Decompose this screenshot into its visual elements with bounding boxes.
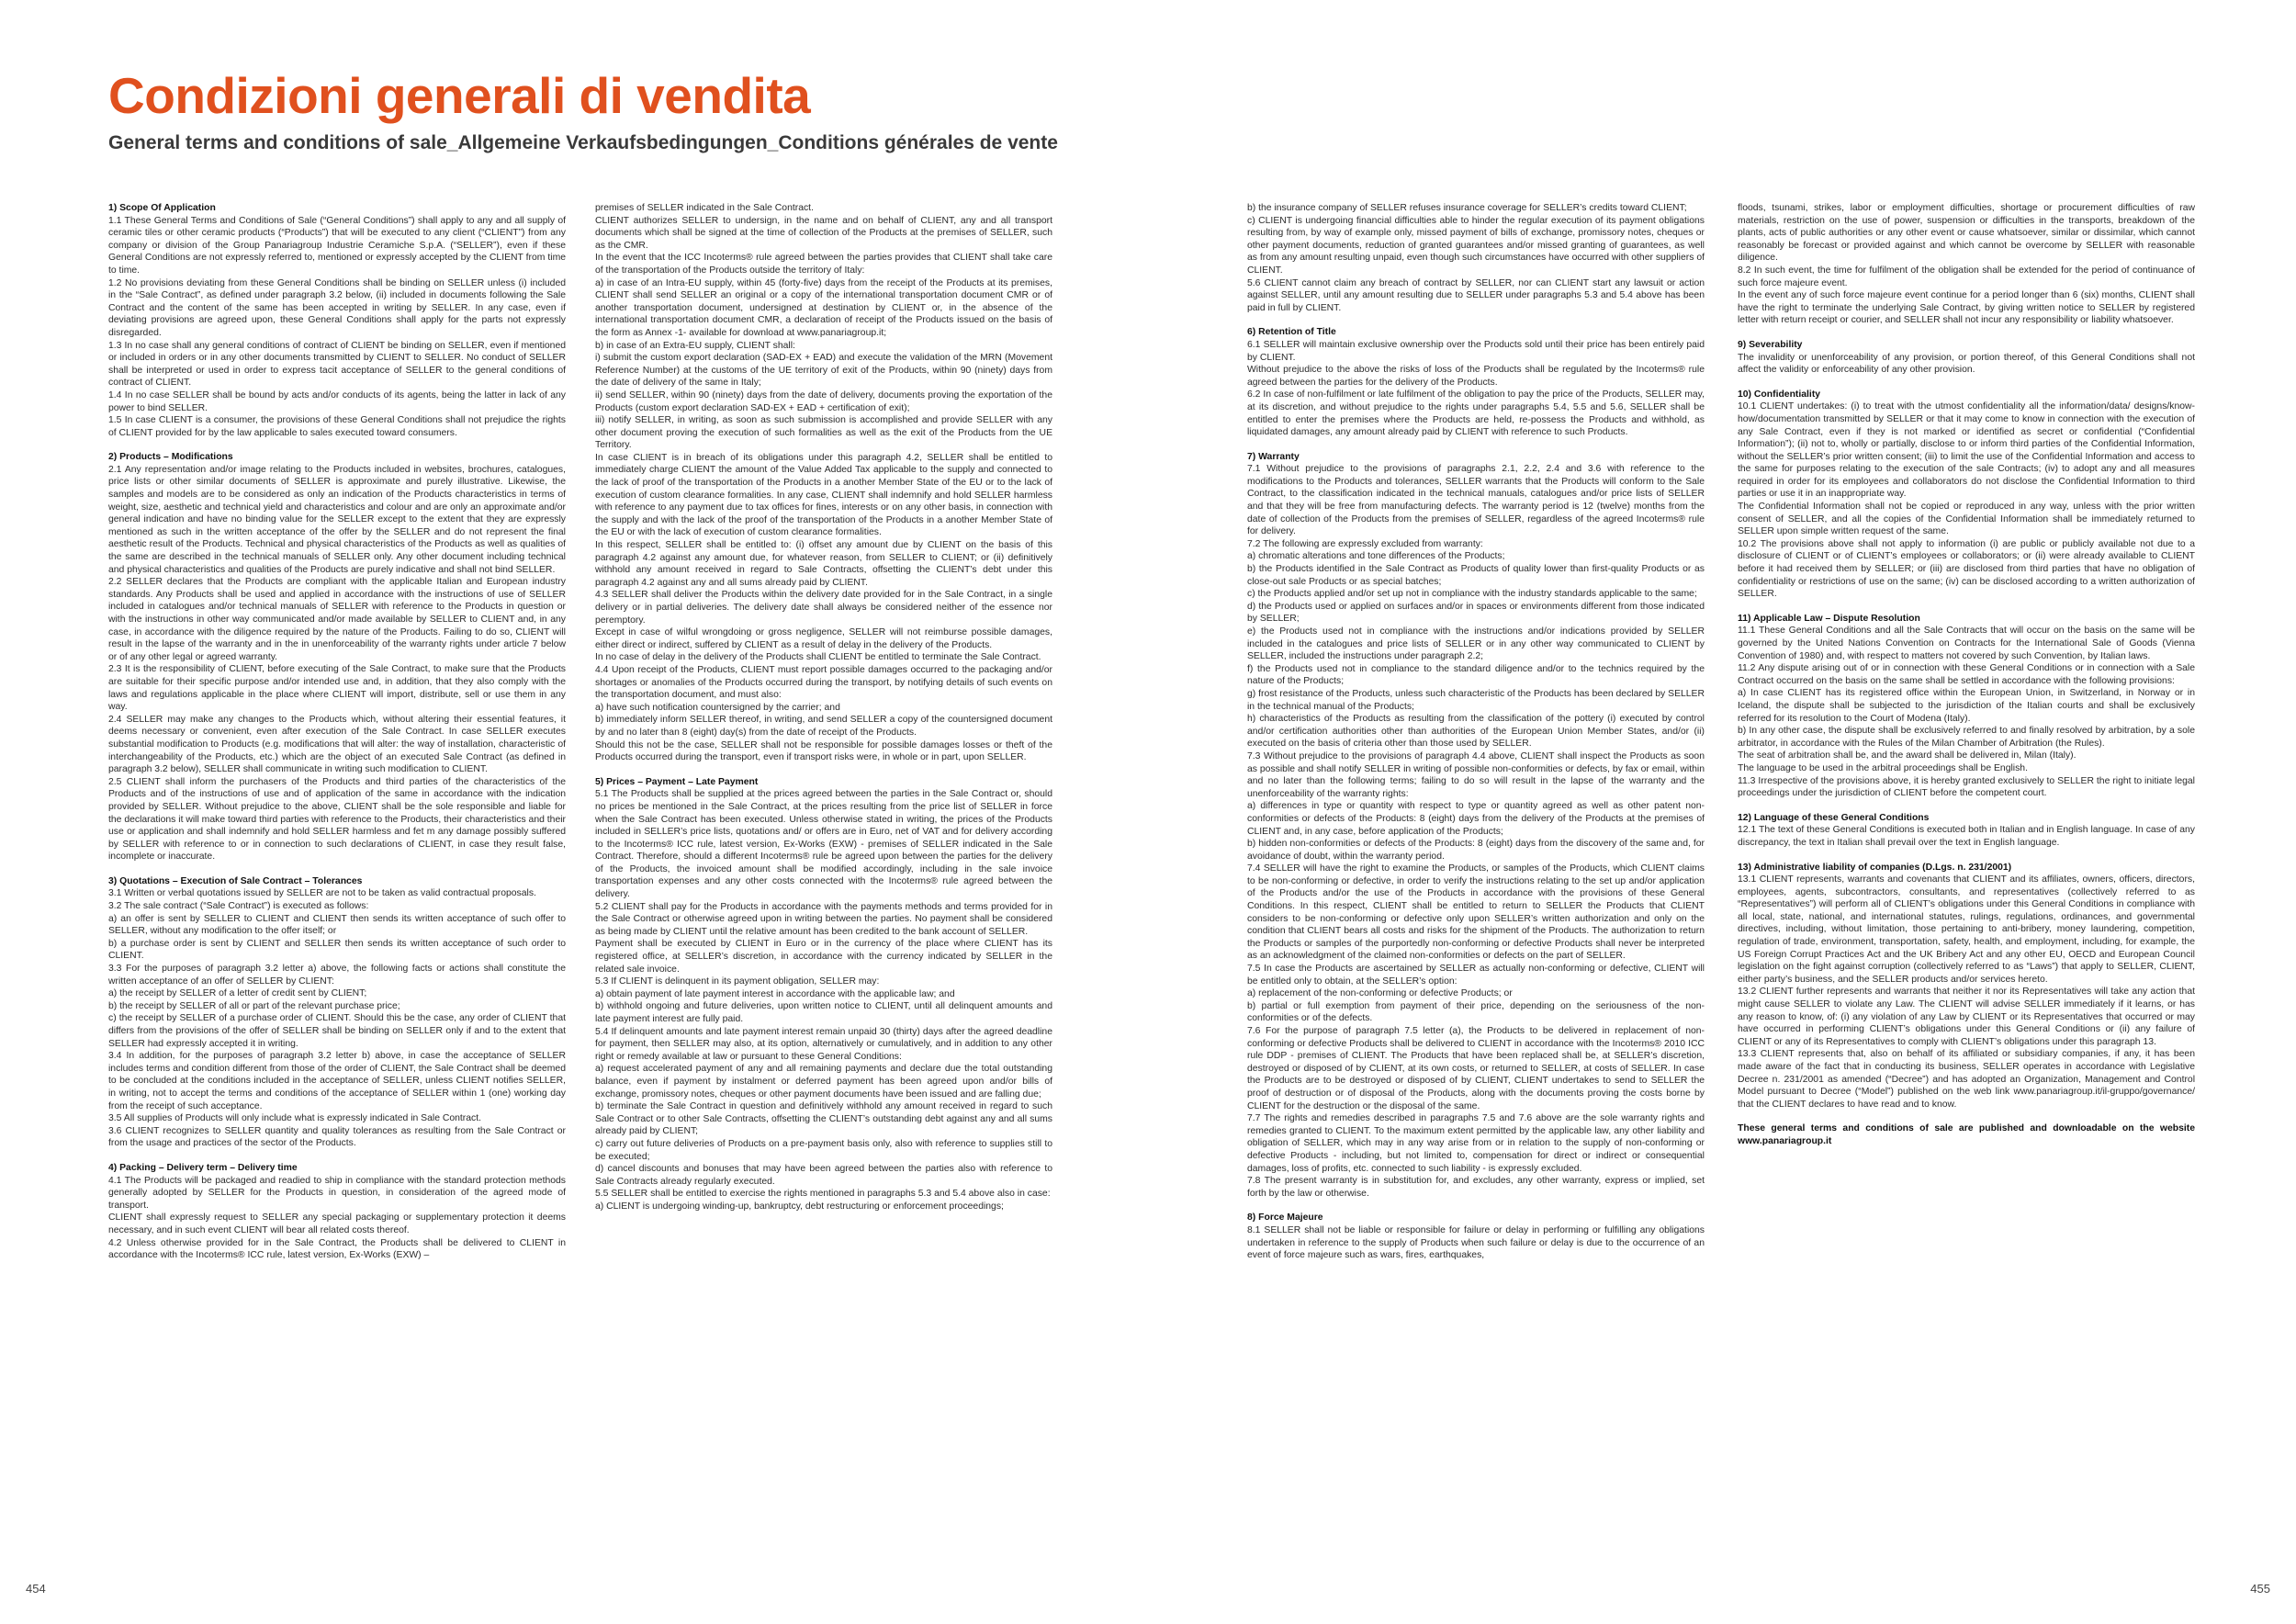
paragraph: 11.2 Any dispute arising out of or in connection with these General Conditions or in connection with a Sale Contract occurred on the basis on the same shall be settled in accordance with the following provisions: (1738, 663, 2195, 686)
paragraph: 10.1 CLIENT undertakes: (i) to treat with the utmost confidentiality all the information/data/ designs/know-how/documentation transmitted by SELLER or that it may come to know in connection with the execution of any Sale Contract, even if they is not marked or identified as secret or confidential (“Confidential Information”); (ii) not to, wholly or partially, disclose to or inform third parties of the Confidential Information, without the SELLER’s prior written consent; (iii) to limit the use of the Confidential Information and access to the same for purposes relating to the execution of the sale Contracts; (iv) to adopt any and all measures required in order for its employees and collaborators do not disclose the Confidential Information to third parties or use it in an inappropriate way. (1738, 401, 2195, 500)
paragraph: a) chromatic alterations and tone differences of the Products; (1247, 551, 1505, 562)
paragraph: 8.1 SELLER shall not be liable or responsible for failure or delay in performing or fulfilling any obligations undertaken in reference to the supply of Products when such failure or delay is due to the occurrence of an event of force majeure such as wars, fires, earthquakes, (1247, 1224, 1705, 1261)
paragraph: iii) notify SELLER, in writing, as soon as such submission is accomplished and provide SELLER with any other document proving the execution of such formalities as well as the exit of the Products from the UE Territory. (595, 415, 1052, 451)
paragraph: The Confidential Information shall not be copied or reproduced in any way, unless with the prior written consent of SELLER, and all the copies of the Confidential Information shall be immediately returned to SELLER upon simple written request of the same. (1738, 502, 2195, 537)
paragraph: Except in case of wilful wrongdoing or gross negligence, SELLER will not reimburse possible damages, either direct or indirect, suffered by CLIENT as a result of delay in the delivery of the Products. (595, 627, 1052, 650)
paragraph: 13.2 CLIENT further represents and warrants that neither it nor its Representatives will take any action that might cause SELLER to violate any Law. The CLIENT will advise SELLER immediately if it learns, or has any reason to know, of: (i) any violation of any Law by CLIENT or its Representatives that occurred or may have occurred in performing CLIENT’s obligations under this General Conditions or (ii) any failure of CLIENT or any of its Representatives to comply with CLIENT’s obligations under this paragraph 13. (1738, 987, 2195, 1047)
paragraph: a) In case CLIENT has its registered office within the European Union, in Switzerland, in Norway or in Iceland, the dispute shall be subjected to the jurisdiction of the Italian courts and shall be exclusively referred for its resolution to the Court of Modena (Italy). (1738, 688, 2195, 724)
paragraph: premises of SELLER indicated in the Sale Contract. (595, 203, 814, 213)
paragraph: a) replacement of the non-conforming or defective Products; or (1247, 988, 1513, 999)
paragraph: 7.5 In case the Products are ascertained by SELLER as actually non-conforming or defective, CLIENT will be entitled only to obtain, at the SELLER’s option: (1247, 964, 1705, 987)
section-heading: 7) Warranty (1247, 451, 1300, 462)
section-heading: 2) Products – Modifications (108, 452, 233, 463)
paragraph: d) the Products used or applied on surfaces and/or in spaces or environments different from those indicated by SELLER; (1247, 601, 1705, 625)
section-heading: 6) Retention of Title (1247, 327, 1336, 338)
paragraph: c) the receipt by SELLER of a purchase order of CLIENT. Should this be the case, any order of CLIENT that differs from the provisions of the offer of SELLER shall be binding on SELLER only if and to the extent that SELLER had expressly accepted it in writing. (108, 1013, 566, 1049)
paragraph: 7.2 The following are expressly excluded from warranty: (1247, 538, 1483, 549)
paragraph: a) CLIENT is undergoing winding-up, bankruptcy, debt restructuring or enforcement proceedings; (595, 1201, 1004, 1212)
paragraph: 6.2 In case of non-fulfilment or late fulfilment of the obligation to pay the price of the Products, SELLER may, at its discretion, and without prejudice to the rights under paragraphs 5.4, 5.5 and 5.6, SELLER shall be entitled to enter the premises where the Products are held, re-possess the Products and withhold, as liquidated damages, any amount already paid by CLIENT with reference to such Products. (1247, 389, 1705, 438)
paragraph: In the event that the ICC Incoterms® rule agreed between the parties provides that CLIENT shall take care of the transportation of the Products outside the territory of Italy: (595, 253, 1052, 276)
paragraph: 8.2 In such event, the time for fulfilment of the obligation shall be extended for the period of continuance of such force majeure event. (1738, 265, 2195, 288)
paragraph: Payment shall be executed by CLIENT in Euro or in the currency of the place where CLIENT has its registered office, at SELLER’s discretion, in accordance with the currency indicated by SELLER in the related sale invoice. (595, 939, 1052, 975)
paragraph: 5.1 The Products shall be supplied at the prices agreed between the parties in the Sale Contract or, should no prices be mentioned in the Sale Contract, at the prices resulting from the price list of SELLER in force when the Sale Contract has been executed. Unless otherwise stated in writing, the prices of the Products included in SELLER’s price lists, quotations and/ or offers are in Euro, net of VAT and for delivery according to the Incoterms® ICC rule, latest version, Ex-Works (EXW) - premises of SELLER indicated in the Sale Contract. Therefore, should a different Incoterms® rule be agreed upon between the parties for the delivery of the Products, the invoiced amount shall be modified accordingly, including in the sale invoice transportation expenses and any other costs connected with the Incoterms® rule agreed between the delivery. (595, 789, 1052, 900)
text-column-3 (1247, 202, 1705, 1589)
paragraph: a) have such notification countersigned by the carrier; and (595, 702, 840, 713)
paragraph: b) hidden non-conformities or defects of the Products: 8 (eight) days from the discovery of the same and, for avoidance of doubt, within the warranty period. (1247, 839, 1705, 862)
page-number-left: 454 (26, 1582, 46, 1596)
paragraph: 4.2 Unless otherwise provided for in the Sale Contract, the Products shall be delivered to CLIENT in accordance with the Incoterms® ICC rule, latest version, Ex-Works (EXW) – (108, 1237, 566, 1261)
paragraph: 7.6 For the purpose of paragraph 7.5 letter (a), the Products to be delivered in replacement of non-conforming or defective Products shall be delivered to CLIENT in accordance with the Incoterms® 2010 ICC rule DDP - premises of CLIENT. The Products that have been replaced shall be, at SELLER’s discretion, destroyed or disposed of by CLIENT, at its own costs, or returned to SELLER, at costs of SELLER. In case the Products are to be destroyed or disposed of by CLIENT, CLIENT undertakes to send to SELLER the proof of destruction or of disposal of the Products, along with the documents proving the costs borne by CLIENT for the destruction or the disposal of the same. (1247, 1026, 1705, 1111)
paragraph: 7.8 The present warranty is in substitution for, and excludes, any other warranty, express or implied, set forth by the law or otherwise. (1247, 1176, 1705, 1199)
paragraph: ii) send SELLER, within 90 (ninety) days from the date of delivery, documents proving the exportation of the Products (custom export declaration SAD-EX + EAD + certification of exit); (595, 389, 1052, 413)
text-column-2 (595, 202, 1052, 1589)
paragraph: 5.2 CLIENT shall pay for the Products in accordance with the payments methods and terms provided for in the Sale Contract or otherwise agreed upon in writing between the parties. No payment shall be considered as being made by CLIENT until the relative amount has been credited to the bank account of SELLER. (595, 901, 1052, 937)
paragraph: 4.4 Upon receipt of the Products, CLIENT must report possible damages occurred to the packaging and/or shortages or anomalies of the Products occurred during the transport, by notifying details of such events on the transportation document, and must also: (595, 664, 1052, 701)
paragraph: 2.3 It is the responsibility of CLIENT, before executing of the Sale Contract, to make sure that the Products are suitable for their specific purpose and/or intended use and, in addition, that they also comply with the laws and regulations applicable in the place where CLIENT will import, distribute, sell or use them in any way. (108, 664, 566, 713)
section-heading: 13) Administrative liability of companies (D.Lgs. n. 231/2001) (1738, 862, 2012, 873)
paragraph: b) the receipt by SELLER of all or part of the relevant purchase price; (108, 1000, 400, 1011)
paragraph: In the event any of such force majeure event continue for a period longer than 6 (six) months, CLIENT shall have the right to terminate the underlying Sale Contract, by giving written notice to SELLER by registered letter with return receipt or courier, and SELLER shall not incur any responsibility or liability whatsoever. (1738, 290, 2195, 326)
paragraph: 5.4 If delinquent amounts and late payment interest remain unpaid 30 (thirty) days after the agreed deadline for payment, then SELLER may also, at its option, alternatively or cumulatively, and in addition to any other right or remedy available at law or pursuant to these General Conditions: (595, 1026, 1052, 1062)
paragraph: b) partial or full exemption from payment of their price, depending on the seriousness of the non-conformities or of the defects. (1247, 1000, 1705, 1024)
paragraph: b) In any other case, the dispute shall be exclusively referred to and finally resolved by arbitration, by a sole arbitrator, in accordance with the Rules of the Milan Chamber of Arbitration (the Rules). (1738, 726, 2195, 749)
paragraph: Without prejudice to the above the risks of loss of the Products shall be regulated by the Incoterms® rule agreed between the parties for the delivery of the Products. (1247, 365, 1705, 388)
paragraph: 4.1 The Products will be packaged and readied to ship in compliance with the standard protection methods generally adopted by SELLER for the Products in question, in consideration of the agreed mode of transport. (108, 1175, 566, 1211)
paragraph: b) in case of an Extra-EU supply, CLIENT shall: (595, 340, 795, 351)
paragraph: 2.5 CLIENT shall inform the purchasers of the Products and third parties of the characteristics of the Products and of the instructions of use and of application of the same in accordance with the indication provided by SELLER. Without prejudice to the above, CLIENT shall be the sole responsible and liable for the declarations it will make toward third parties with reference to the Products, their characteristics and their use or application and shall indemnify and hold SELLER harmless and fet m any damage possibly suffered by SELLER with reference to or in connection to such declarations of CLIENT, in case they result false, incomplete or inaccurate. (108, 776, 566, 863)
paragraph: 12.1 The text of these General Conditions is executed both in Italian and in English language. In case of any discrepancy, the text in Italian shall prevail over the text in English language. (1738, 825, 2195, 848)
paragraph: e) the Products used not in compliance with the instructions and/or indications provided by SELLER included in the catalogues and price lists of SELLER or in any other way communicated to CLIENT by SELLER, included the instructions under paragraph 2.2; (1247, 626, 1705, 662)
paragraph: 1.3 In no case shall any general conditions of contract of CLIENT be binding on SELLER, even if mentioned or included in orders or in any other documents transmitted by CLIENT to SELLER. No conduct of SELLER shall be interpreted or used in order to express tacit acceptance of SELLER to the general conditions of contract of CLIENT. (108, 340, 566, 389)
paragraph: d) cancel discounts and bonuses that may have been agreed between the parties also with reference to Sale Contracts already regularly executed. (595, 1164, 1052, 1187)
section-heading: 9) Severability (1738, 339, 1803, 350)
paragraph: 6.1 SELLER will maintain exclusive ownership over the Products sold until their price has been entirely paid by CLIENT. (1247, 339, 1705, 363)
paragraph: floods, tsunami, strikes, labor or employment difficulties, shortage or procurement difficulties of raw materials, restriction on the use of power, suspension or difficulties in the transports, breakdown of the plants, acts of public authorities or any other event or cause whatsoever, similar or dissimilar, which cannot reasonably be forecast or provided against and which cannot be overcome by SELLER with reasonable diligence. (1738, 203, 2195, 264)
paragraph: 3.2 The sale contract (“Sale Contract”) is executed as follows: (108, 901, 369, 912)
paragraph: The invalidity or unenforceability of any provision, or portion thereof, of this General Conditions shall not affect the validity or enforceability of any other provision. (1738, 352, 2195, 376)
paragraph: b) withhold ongoing and future deliveries, upon written notice to CLIENT, until all delinquent amounts and late payment interest are fully paid. (595, 1001, 1052, 1024)
paragraph: 1.4 In no case SELLER shall be bound by acts and/or conducts of its agents, being the latter in lack of any power to bind SELLER. (108, 389, 566, 413)
paragraph: 7.4 SELLER will have the right to examine the Products, or samples of the Products, which CLIENT claims to be non-conforming or defective, in order to verify the instructions relating to the set up and/or application of the Products and/or the use of the Products in accordance with the provisions of these General Conditions. In this respect, CLIENT shall be entitled to return to SELLER the Products that CLIENT considers to be non-conforming or defective only upon SELLER’s written authorization and only on the condition that CLIENT bears all costs and risks for the shipment of the Products. The authorization to return the Products or samples of the purportedly non-conforming or defective Products shall never be interpreted as an acknowledgment of the claimed non-conformities or defects on the part of SELLER. (1247, 863, 1705, 962)
section-heading: 10) Confidentiality (1738, 389, 1821, 400)
closing-note: These general terms and conditions of sale are published and downloadable on the website www.panariagroup.it (1738, 1123, 2195, 1146)
paragraph: i) submit the custom export declaration (SAD-EX + EAD) and execute the validation of the MRN (Movement Reference Number) at the customs of the UE territory of exit of the Products, within 90 (ninety) days from the date of delivery of the same in Italy; (595, 353, 1052, 389)
paragraph: c) the Products applied and/or set up not in compliance with the industry standards applicable to the same; (1247, 589, 1697, 600)
paragraph: CLIENT shall expressly request to SELLER any special packaging or supplementary protection it deems necessary, and in such event CLIENT will bear all related costs thereof. (108, 1212, 566, 1235)
paragraph: f) the Products used not in compliance to the standard diligence and/or to the technics required by the nature of the Products; (1247, 663, 1705, 687)
paragraph: a) request accelerated payment of any and all remaining payments and declare due the total outstanding balance, even if payment by instalment or deferred payment has been agreed upon and/or bills of exchange, promissory notes, cheques or other payment documents have been issued and are falling due; (595, 1064, 1052, 1100)
paragraph: 13.3 CLIENT represents that, also on behalf of its affiliated or subsidiary companies, if any, it has been made aware of the fact that in conducting its business, SELLER operates in accordance with Legislative Decree n. 231/2001 as amended (“Decree”) and has adopted an Organization, Management and Control Model pursuant to Decree (“Model”) published on the web link www.panariagroup.it/il-gruppo/governance/ that the CLIENT declares to have read and to know. (1738, 1049, 2195, 1110)
page-subtitle: General terms and conditions of sale_Allgemeine Verkaufsbedingungen_Conditions générales de vente (108, 132, 1058, 153)
paragraph: In case CLIENT is in breach of its obligations under this paragraph 4.2, SELLER shall be entitled to immediately charge CLIENT the amount of the Value Added Tax applicable to the supply and connected to the lack of proof of the transportation of the Products in a another Member State of the EU or to the lack of execution of custom clearance formalities. In any case, CLIENT shall indemnify and hold SELLER harmless with reference to any payment due to tax offices for fines, interests or on any other basis, in connection with the supply and with the lack of the proof of the transportation of the Products in a another Member State of the EU or with the lack of execution of custom clearance formalities. (595, 452, 1052, 538)
paragraph: 11.3 Irrespective of the provisions above, it is hereby granted exclusively to SELLER the right to initiate legal proceedings under the jurisdiction of CLIENT before the competent court. (1738, 775, 2195, 799)
paragraph: 3.3 For the purposes of paragraph 3.2 letter a) above, the following facts or actions shall constitute the written acceptance of an offer of SELLER by CLIENT: (108, 964, 566, 987)
page-title: Condizioni generali di vendita (108, 67, 811, 124)
paragraph: Should this not be the case, SELLER shall not be responsible for possible damages losses or theft of the Products occurred during the transport, even if transport risks were, in whole or in part, upon SELLER. (595, 739, 1052, 763)
paragraph: 7.1 Without prejudice to the provisions of paragraphs 2.1, 2.2, 2.4 and 3.6 with reference to the modifications to the Products and tolerances, SELLER warrants that the Products will conform to the Sale Contract, to the classification indicated in the technical manuals, catalogues and/or price lists of SELLER and that they will be free from manufacturing defects. The warranty period is 12 (twelve) months from the date of collection of the Products from the premises of SELLER, regardless of the agreed Incoterms® rule for delivery. (1247, 464, 1705, 537)
paragraph: 2.1 Any representation and/or image relating to the Products included in websites, brochures, catalogues, price lists or other similar documents of SELLER is approximate and purely illustrative. Likewise, the samples and models are to be considered as only an indication of the Products characteristics in terms of weight, size, aesthetic and technical yield and characteristics and colour and are only an approximate and/or general indication and have no binding value for the SELLER except to the extent that they are expressly mentioned as such in the written acceptance of the offer by the SELLER and do not represent the final aesthetic result of the Products. Technical and physical characteristics of the Products as well as qualities of the same are described in the technical manuals of SELLER only. Any other document including technical and physical characteristics and qualities of the Products are purely indicative and shall not bind SELLER. (108, 464, 566, 575)
paragraph: 5.5 SELLER shall be entitled to exercise the rights mentioned in paragraphs 5.3 and 5.4 above also in case: (595, 1189, 1051, 1200)
paragraph: b) terminate the Sale Contract in question and definitively withhold any amount received in regard to such Sale Contract or to other Sale Contracts, offsetting the CLIENT’s outstanding debt against any and all sums already paid by CLIENT; (595, 1101, 1052, 1137)
paragraph: 5.6 CLIENT cannot claim any breach of contract by SELLER, nor can CLIENT start any lawsuit or action against SELLER, until any amount resulting due to SELLER under paragraphs 5.3 and 5.4 above has been paid in full by CLIENT. (1247, 277, 1705, 313)
paragraph: 1.5 In case CLIENT is a consumer, the provisions of these General Conditions shall not prejudice the rights of CLIENT provided for by the law applicable to sales executed toward consumers. (108, 415, 566, 438)
paragraph: In this respect, SELLER shall be entitled to: (i) offset any amount due by CLIENT on the basis of this paragraph 4.2 against any amount due, for whatever reason, from SELLER to CLIENT; or (ii) definitively withhold any amount received in regard to Sale Contracts, offsetting the CLIENT’s debt under this paragraph 4.2 against any and all sums already paid by CLIENT. (595, 540, 1052, 588)
paragraph: 2.4 SELLER may make any changes to the Products which, without altering their essential features, it deems necessary or convenient, even after execution of the Sale Contract. In case SELLER executes substantial modification to Products (e.g. modifications that will alter: the way of installation, characteristic of interchangeability of the Products, etc.) which are the object of an executed Sale Contract (as defined in paragraph 3.2 below), SELLER shall communicate in writing such modification to CLIENT. (108, 714, 566, 775)
paragraph: a) differences in type or quantity with respect to type or quantity agreed as well as other patent non-conformities or defects of the Products: 8 (eight) days from the delivery of the Products at the premises of CLIENT and, in any case, before application of the Products; (1247, 801, 1705, 837)
paragraph: The language to be used in the arbitral proceedings shall be English. (1738, 762, 2028, 773)
paragraph: 10.2 The provisions above shall not apply to information (i) are public or publicly available not due to a disclosure of CLIENT or of CLIENT’s employees or collaborators; or (ii) were already available to CLIENT before it had received them by SELLER; or (iii) are disclosed from third parties that have no obligation of confidentiality or restrictions of use on the same; (iv) can be disclosed according to a written authorization of SELLER. (1738, 538, 2195, 600)
paragraph: 5.3 If CLIENT is delinquent in its payment obligation, SELLER may: (595, 976, 880, 987)
paragraph: a) obtain payment of late payment interest in accordance with the applicable law; and (595, 988, 955, 999)
text-column-4 (1738, 202, 2195, 1589)
section-heading: 1) Scope Of Application (108, 203, 216, 213)
paragraph: b) the insurance company of SELLER refuses insurance coverage for SELLER’s credits toward CLIENT; (1247, 203, 1687, 213)
paragraph: 3.1 Written or verbal quotations issued by SELLER are not to be taken as valid contractual proposals. (108, 888, 536, 899)
paragraph: c) carry out future deliveries of Products on a pre-payment basis only, also with reference to supplies still to be executed; (595, 1138, 1052, 1162)
paragraph: In no case of delay in the delivery of the Products shall CLIENT be entitled to terminate the Sale Contract. (595, 652, 1041, 663)
paragraph: 13.1 CLIENT represents, warrants and covenants that CLIENT and its affiliates, owners, officers, directors, employees, agents, subcontractors, consultants, and representatives (collectively referred to as “Representatives”) will perform all of CLIENT’s obligations under this General Conditions in compliance with all local, state, national, and international statutes, rulings, regulations, ordinances, and governmental directives, including, without limitation, those pertaining to anti-bribery, money laundering, competition, regulation of trade, environment, transportation, safety, health, and employment, including, for example, the US Foreign Corrupt Practices Act and the UK Bribery Act and any other EU, OECD and European Council legislation on the fight against corruption (collectively referred to as “Laws”) that apply to SELLER, CLIENT, either party’s business, and the SELLER products and/or services hereto. (1738, 874, 2195, 985)
paragraph: a) in case of an Intra-EU supply, within 45 (forty-five) days from the receipt of the Products at its premises, CLIENT shall send SELLER an original or a copy of the international transportation document CMR or of another transportation document, undersigned at destination by CLIENT or, in the absence of the international transportation document CMR, a declaration of receipt of the Products issued on the basis of the form as Annex -1- available for download at www.panariagroup.it; (595, 277, 1052, 338)
paragraph: b) the Products identified in the Sale Contract as Products of quality lower than first-quality Products or as close-out sale Products or as special batches; (1247, 564, 1705, 587)
section-heading: 8) Force Majeure (1247, 1212, 1323, 1224)
paragraph: 3.4 In addition, for the purposes of paragraph 3.2 letter b) above, in case the acceptance of SELLER includes terms and condition different from those of the order of CLIENT, the Sale Contract shall be deemed to be concluded at the conditions included in the acceptance of SELLER, unless CLIENT notifies SELLER, in writing, not to accept the terms and conditions of the acceptance of SELLER within 1 (one) working day from the receipt of such acceptance. (108, 1051, 566, 1111)
paragraph: 1.1 These General Terms and Conditions of Sale (“General Conditions”) shall apply to any and all supply of ceramic tiles or other ceramic products (“Products”) that will be executed to any client (“CLIENT”) from any company or division of the Group Panariagroup Industrie Ceramiche S.p.A. (“SELLER”), even if these General Conditions are not expressly referred to, mentioned or expressly accepted by the CLIENT from time to time. (108, 215, 566, 276)
paragraph: 7.7 The rights and remedies described in paragraphs 7.5 and 7.6 above are the sole warranty rights and remedies granted to CLIENT. To the maximum extent permitted by the applicable law, any other liability and obligation of SELLER, which may in any way arise from or in relation to the supply of non-conforming or defective Products - including, but not limited to, compensation for direct or indirect or consequential damages, loss of profits, etc. connected to such liability - is expressly excluded. (1247, 1113, 1705, 1174)
paragraph: The seat of arbitration shall be, and the award shall be delivered in, Milan (Italy). (1738, 750, 2077, 761)
page-number-right: 455 (2250, 1582, 2270, 1596)
section-heading: 5) Prices – Payment – Late Payment (595, 776, 759, 787)
paragraph: a) the receipt by SELLER of a letter of credit sent by CLIENT; (108, 988, 367, 999)
paragraph: h) characteristics of the Products as resulting from the classification of the pottery (i) executed by control and/or certification authorities other than authorities of the European Union Member States, and/or (ii) executed on the basis of criteria other than those used by SELLER. (1247, 714, 1705, 750)
paragraph: c) CLIENT is undergoing financial difficulties able to hinder the regular execution of its payment obligations resulting from, by way of example only, missed payment of bills of exchange, promissory notes, cheques or other payment documents, reduction of granted guarantees and/or missed granting of guarantees, as well as from any amount resulting unpaid, even though such circumstances have occurred with other suppliers of CLIENT. (1247, 215, 1705, 276)
paragraph: 2.2 SELLER declares that the Products are compliant with the applicable Italian and European industry standards. Any Products shall be used and applied in accordance with the instructions of use of SELLER included in catalogues and/or technical manuals of SELLER with reference to the Products in question or with the instructions in other way communicated and/or made available by SELLER to CLIENT and, in any case, in accordance with the diligence required by the nature of the Products. Failing to do so, CLIENT will result in the lapse of the warranty and in the in unenforceability of the warranty rights under article 7 below or of any other legal or agreed warranty. (108, 577, 566, 662)
section-heading: 12) Language of these General Conditions (1738, 812, 1930, 823)
paragraph: 7.3 Without prejudice to the provisions of paragraph 4.4 above, CLIENT shall inspect the Products as soon as possible and shall notify SELLER in writing of possible non-conformities or defects, by fax or email, within and no later than the following terms; failing to do so will result in the lapse of the warranty and the unenforceability of the warranty rights: (1247, 750, 1705, 799)
text-column-1 (108, 202, 566, 1589)
paragraph: 1.2 No provisions deviating from these General Conditions shall be binding on SELLER unless (i) included in the “Sale Contract”, as defined under paragraph 3.2 below, (ii) included in documents following the Sale Contract and the content of the same has been accepted in writing by SELLER. In any case, even if deviating provisions are agreed upon, these General Conditions shall apply for the parts not expressly disregarded. (108, 277, 566, 338)
paragraph: 3.6 CLIENT recognizes to SELLER quantity and quality tolerances as resulting from the Sale Contract or from the usage and practices of the sector of the Products. (108, 1125, 566, 1149)
section-heading: 11) Applicable Law – Dispute Resolution (1738, 613, 1920, 624)
paragraph: 4.3 SELLER shall deliver the Products within the delivery date provided for in the Sale Contract, in a single delivery or in partial deliveries. The delivery date shall always be considered neither of the essence nor peremptory. (595, 590, 1052, 626)
paragraph: b) a purchase order is sent by CLIENT and SELLER then sends its written acceptance of such order to CLIENT. (108, 938, 566, 962)
section-heading: 3) Quotations – Execution of Sale Contract – Tolerances (108, 875, 363, 886)
paragraph: 11.1 These General Conditions and all the Sale Contracts that will occur on the basis on the same will be governed by the United Nations Convention on Contracts for the International Sale of Goods (Vienna Convention of 1980) and, with respect to matters not covered by such Convention, by Italian laws. (1738, 626, 2195, 661)
paragraph: CLIENT authorizes SELLER to undersign, in the name and on behalf of CLIENT, any and all transport documents which shall be signed at the time of collection of the Products at the premises of SELLER, such as the CMR. (595, 215, 1052, 251)
paragraph: g) frost resistance of the Products, unless such characteristic of the Products has been declared by SELLER in the technical manual of the Products; (1247, 688, 1705, 712)
paragraph: b) immediately inform SELLER thereof, in writing, and send SELLER a copy of the countersigned document by and no later than 8 (eight) day(s) from the date of receipt of the Products. (595, 715, 1052, 738)
section-heading: 4) Packing – Delivery term – Delivery time (108, 1162, 298, 1173)
paragraph: a) an offer is sent by SELLER to CLIENT and CLIENT then sends its written acceptance of such offer to SELLER, without any modification to the offer itself; or (108, 913, 566, 937)
paragraph: 3.5 All supplies of Products will only include what is expressly indicated in Sale Contract. (108, 1113, 482, 1124)
